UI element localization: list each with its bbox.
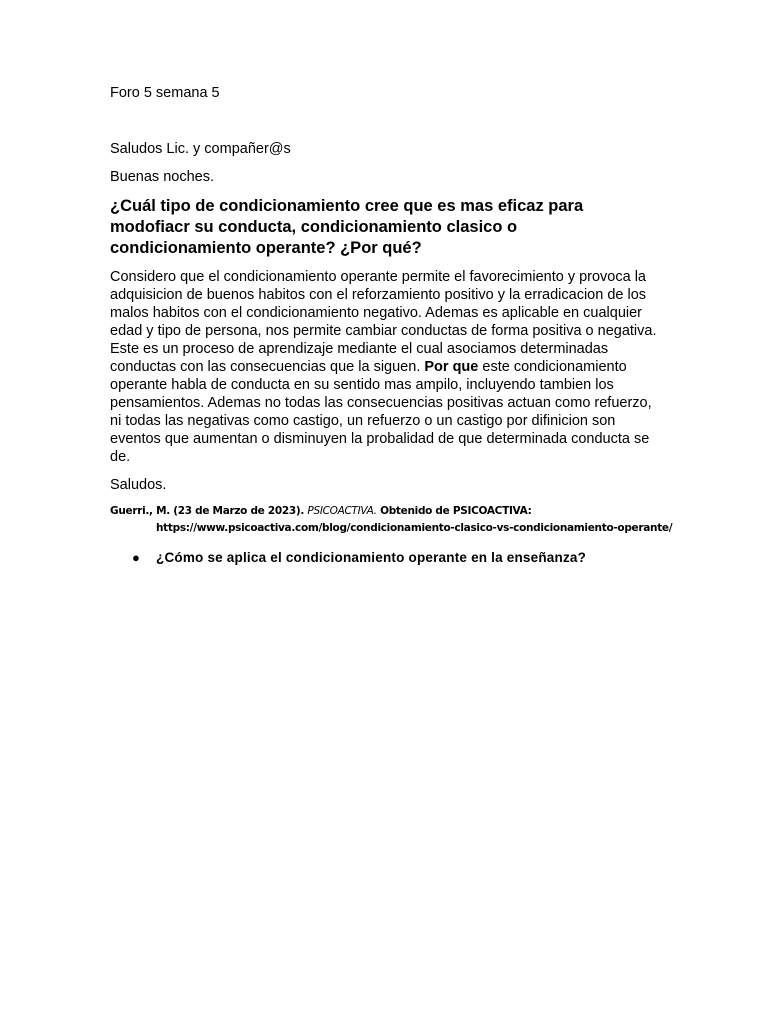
greeting-text: Saludos Lic. y compañer@s (110, 141, 291, 157)
answer-paragraph (110, 268, 662, 466)
question-heading: ¿Cuál tipo de condicionamiento cree que es mas eficaz para modofiacr su conducta, condicionamiento clasico o condicionamiento operante? ¿Por qué? (110, 197, 584, 257)
closing-text: Saludos. (110, 477, 167, 493)
document-page (110, 84, 673, 567)
bullet-text: ¿Cómo se aplica el condicionamiento operante en la enseñanza? (156, 550, 587, 565)
bullet-icon: ● (132, 550, 141, 565)
salutation-text: Buenas noches. (110, 169, 214, 185)
answer-bold-phrase: Por que (424, 359, 479, 375)
list-item (110, 549, 670, 567)
answer-text-part2: este condicionamiento operante habla de conducta en su sentido mas ampilo, incluyendo tambien los pensamientos. Ademas no todas las consecuencias positivas actuan como refuerzo, ni todas las negativas como castigo, un refuerzo o un castigo por difinicion son eventos que aumentan o disminuyen la probalidad de que determinada conducta se de. (110, 359, 652, 465)
reference-source-title: PSICOACTIVA. (307, 505, 377, 517)
document-title: Foro 5 semana 5 (110, 85, 220, 101)
reference-citation (110, 503, 686, 537)
answer-text-part1: Considero que el condicionamiento operante permite el favorecimiento y provoca la adquisicion de buenos habitos con el reforzamiento positivo y la erradicacion de los malos habitos con el condicionamiento negativo. Ademas es aplicable en cualquier edad y tipo de persona, nos permite cambiar conductas de forma positiva o negativa. Este es un proceso de aprendizaje mediante el cual asociamos determinadas conductas con las consecuencias que la siguen. (110, 269, 657, 375)
bullet-list (110, 549, 670, 567)
reference-author: Guerri., M. (23 de Marzo de 2023). (110, 505, 305, 517)
reference-retrieved: Obtenido de PSICOACTIVA: https://www.psicoactiva.com/blog/condicionamiento-clasico-vs-condicionamiento-operante/ (156, 505, 673, 534)
